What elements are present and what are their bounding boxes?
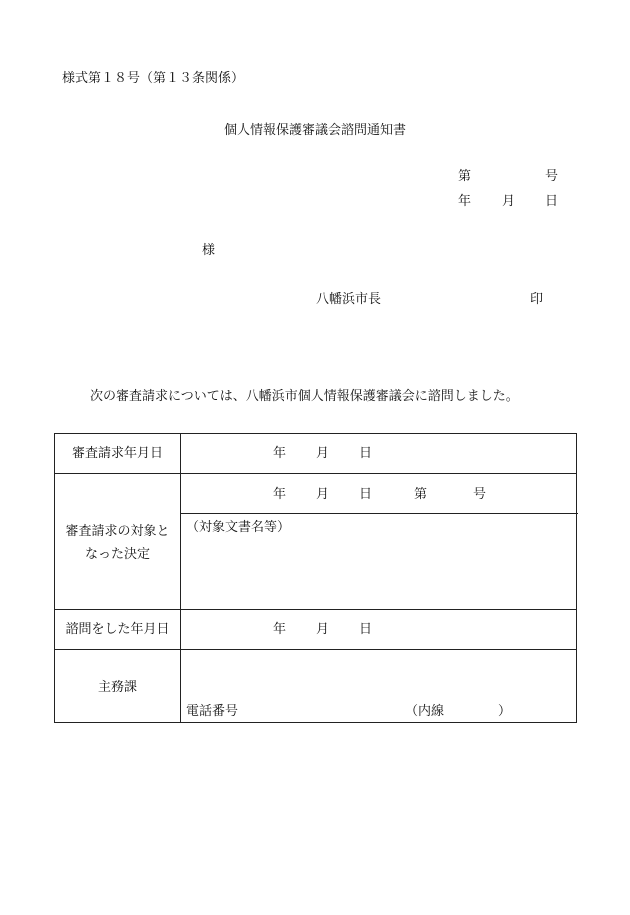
reference-date-month: 月	[502, 194, 516, 209]
extension-close: ）	[498, 704, 512, 719]
document-title: 個人情報保護審議会諮問通知書	[223, 123, 406, 138]
row2-month: 月	[316, 487, 330, 502]
row1-month: 月	[316, 446, 330, 461]
phone-label: 電話番号	[186, 704, 239, 719]
addressee-honorific: 様	[202, 243, 216, 258]
row2-number-prefix: 第	[414, 487, 428, 502]
reference-number-prefix: 第	[458, 169, 472, 184]
row3-label: 諮問をした年月日	[65, 622, 170, 637]
row2-day: 日	[359, 487, 373, 502]
row1-label: 審査請求年月日	[71, 446, 163, 461]
row1-day: 日	[359, 446, 373, 461]
row-divider-1	[55, 473, 576, 474]
row2-number-suffix: 号	[473, 487, 487, 502]
table-column-divider	[180, 434, 181, 722]
row1-year: 年	[273, 446, 287, 461]
form-number: 様式第１８号（第１３条関係）	[62, 71, 245, 86]
row3-day: 日	[359, 622, 373, 637]
row2-inner-divider	[180, 513, 578, 514]
inquiry-table	[54, 433, 577, 723]
extension-open: （内線	[405, 704, 445, 719]
row4-label: 主務課	[97, 680, 137, 695]
row-divider-3	[55, 649, 576, 650]
row3-month: 月	[316, 622, 330, 637]
issuer-name: 八幡浜市長	[316, 292, 382, 307]
reference-number-suffix: 号	[545, 169, 559, 184]
row2-label-line1: 審査請求の対象と	[65, 524, 170, 539]
row-divider-2	[55, 609, 576, 610]
body-text: 次の審査請求については、八幡浜市個人情報保護審議会に諮問しました。	[90, 389, 519, 404]
row3-year: 年	[273, 622, 287, 637]
row2-subject-note: （対象文書名等）	[186, 520, 291, 535]
reference-date-day: 日	[545, 194, 559, 209]
row2-label-line2: なった決定	[84, 547, 150, 562]
reference-date-year: 年	[458, 194, 472, 209]
row2-year: 年	[273, 487, 287, 502]
seal-mark: 印	[530, 292, 544, 307]
